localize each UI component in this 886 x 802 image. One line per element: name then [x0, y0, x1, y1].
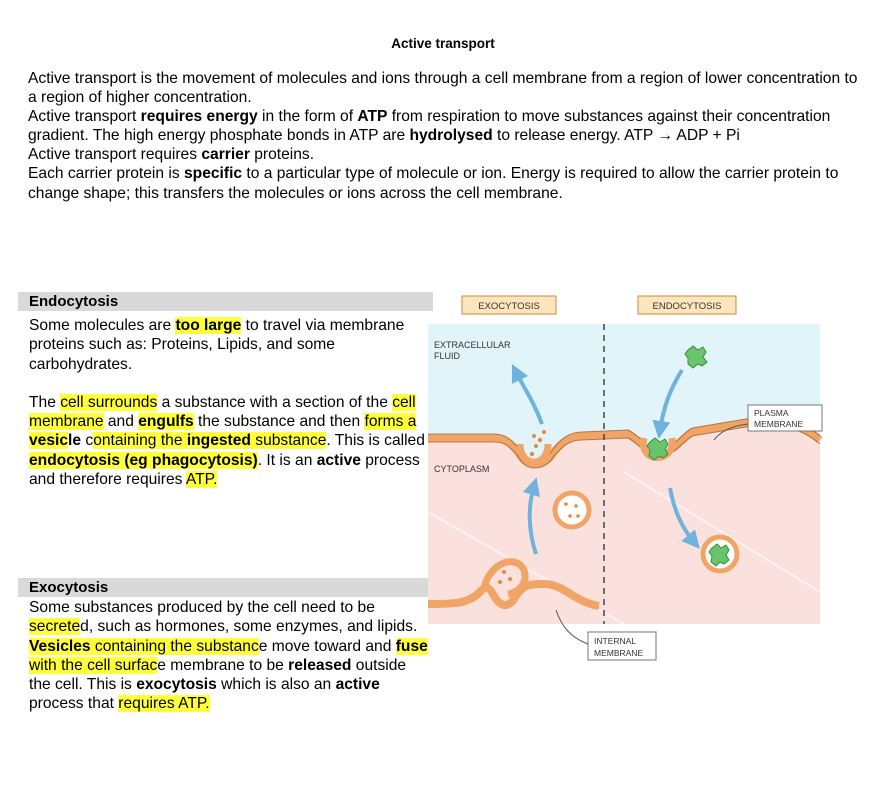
- svg-text:INTERNAL: INTERNAL: [594, 636, 637, 646]
- exocytosis-paragraph-2: Vesicles containing the substance move toward and fuse with the cell surface membrane to be released outside the cell. This is exocytosis which is also an active process that requires ATP.: [29, 637, 428, 713]
- intro-paragraph-3: Active transport requires carrier proteins.: [28, 146, 315, 164]
- endocytosis-label: [638, 296, 736, 314]
- endocytosis-body: [29, 316, 429, 489]
- exocytosis-vesicle: [555, 493, 589, 527]
- intro-paragraph-2: Active transport requires energy in the form of ATP from respiration to move substances against their concentration gradient. The high energy phosphate bonds in ATP are hydrolysed to release energy. ATP → ADP + Pi: [28, 108, 831, 145]
- cytoplasm-label: CYTOPLASM: [434, 464, 490, 474]
- exocytosis-label: [462, 296, 556, 314]
- svg-text:PLASMA: PLASMA: [754, 408, 789, 418]
- page-title: Active transport: [391, 36, 495, 51]
- exocytosis-body: [29, 598, 429, 714]
- intro-paragraph-1: Active transport is the movement of molecules and ions through a cell membrane from a region of lower concentration to a region of higher concentration.: [28, 70, 858, 107]
- exocytosis-fusion-pocket: [520, 444, 548, 462]
- transport-diagram: [424, 292, 844, 676]
- endocytosis-vesicle: [703, 537, 737, 571]
- svg-text:EXOCYTOSIS: EXOCYTOSIS: [478, 301, 540, 312]
- endocytosis-paragraph-2: The cell surrounds a substance with a section of the cell membrane and engulfs the substance and then forms a vesicle containing the ingested substance. This is called endocytosis (eg phagocytosis). It is an active process and therefore requires ATP.: [29, 393, 425, 489]
- molecule-engulfing: [647, 438, 668, 460]
- endocytosis-paragraph-1: Some molecules are too large to travel via membrane proteins such as: Proteins, Lipids, and some carbohydrates.: [29, 317, 405, 373]
- extracellular-label-line1: EXTRACELLULAR: [434, 340, 511, 350]
- intro-paragraph-4: Each carrier protein is specific to a particular type of molecule or ion. Energy is required to allow the carrier protein to change shape; this transfers the molecules or ions across the cell membrane.: [28, 165, 839, 202]
- svg-text:MEMBRANE: MEMBRANE: [594, 648, 644, 658]
- exocytosis-paragraph-1: Some substances produced by the cell need to be secreted, such as hormones, some enzymes, and lipids.: [29, 599, 418, 636]
- exocytosis-heading: Exocytosis: [29, 579, 109, 596]
- extracellular-label-line2: FLUID: [434, 351, 461, 361]
- intro-section: [28, 69, 858, 203]
- svg-text:ENDOCYTOSIS: ENDOCYTOSIS: [652, 301, 722, 312]
- svg-text:MEMBRANE: MEMBRANE: [754, 419, 804, 429]
- endocytosis-heading: Endocytosis: [29, 293, 119, 310]
